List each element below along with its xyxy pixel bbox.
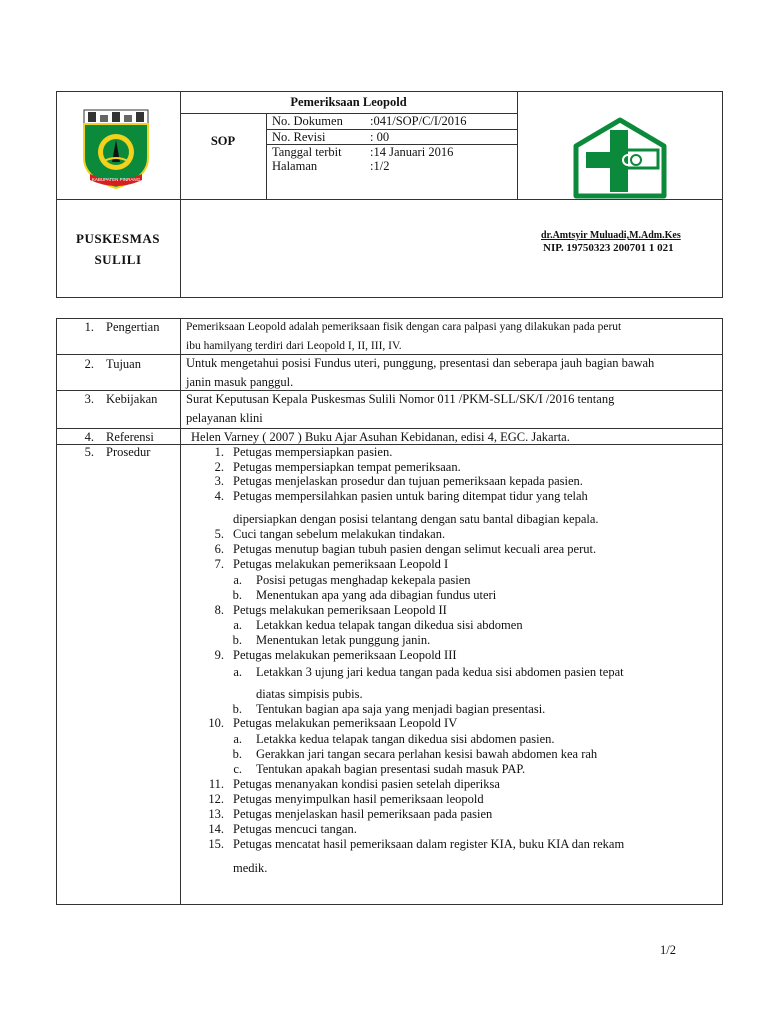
section-title-kebijakan: Kebijakan	[106, 392, 158, 406]
procedure-step: Petugas mempersilahkan pasien untuk baring ditempat tidur yang telah	[233, 489, 588, 503]
meta-label-issue-date: Tanggal terbit	[272, 145, 342, 159]
procedure-number: 4.	[214, 489, 224, 503]
procedure-number: 6.	[214, 542, 224, 556]
section-number-4: 4.	[84, 430, 94, 444]
section-number-3: 3.	[84, 392, 94, 406]
procedure-sub-step-continued: diatas simpisis pubis.	[256, 687, 363, 701]
section-number-2: 2.	[84, 357, 94, 371]
procedure-number: 3.	[214, 474, 224, 488]
procedure-sub-letter: a.	[233, 573, 242, 587]
procedure-sub-step: Letakkan kedua telapak tangan dikedua sisi abdomen	[256, 618, 523, 632]
signatory-nip: NIP. 19750323 200701 1 021	[543, 242, 674, 254]
procedure-number: 15.	[208, 837, 224, 851]
procedure-sub-letter: b.	[232, 633, 242, 647]
meta-value-doc-number: :041/SOP/C/I/2016	[370, 114, 467, 128]
procedure-number: 8.	[214, 603, 224, 617]
pengertian-line-2: ibu hamilyang terdiri dari Leopold I, II, III, IV.	[186, 340, 402, 352]
meta-value-issue-date: :14 Januari 2016	[370, 145, 454, 159]
signatory-name: dr.Amtsyir Muluadi,M.Adm.Kes	[541, 230, 681, 241]
procedure-number: 13.	[208, 807, 224, 821]
procedure-sub-step: Menentukan apa yang ada dibagian fundus uteri	[256, 588, 497, 602]
section-title-tujuan: Tujuan	[106, 357, 141, 371]
procedure-sub-letter: a.	[233, 618, 242, 632]
procedure-step: Petugas menjelaskan hasil pemeriksaan pada pasien	[233, 807, 493, 821]
procedure-step: Petugas menyimpulkan hasil pemeriksaan leopold	[233, 792, 484, 806]
procedure-sub-step: Letakkan 3 ujung jari kedua tangan pada kedua sisi abdomen pasien tepat	[256, 665, 624, 679]
meta-label-doc-number: No. Dokumen	[272, 114, 343, 128]
procedure-sub-step: Tentukan apakah bagian presentasi sudah masuk PAP.	[256, 762, 526, 776]
org-name-line2: SULILI	[94, 252, 142, 267]
meta-label-page: Halaman	[272, 159, 318, 173]
document-title: Pemeriksaan Leopold	[290, 95, 407, 109]
page-number: 1/2	[660, 943, 676, 957]
kebijakan-line-1: Surat Keputusan Kepala Puskesmas Sulili Nomor 011 /PKM-SLL/SK/I /2016 tentang	[186, 392, 615, 406]
procedure-number: 10.	[208, 716, 224, 730]
section-number-1: 1.	[84, 320, 94, 334]
org-name-line1: PUSKESMAS	[76, 231, 160, 246]
procedure-step: Petugas menjelaskan prosedur dan tujuan pemeriksaan kepada pasien.	[233, 474, 583, 488]
section-title-prosedur: Prosedur	[106, 445, 151, 459]
procedure-sub-step: Menentukan letak punggung janin.	[256, 633, 431, 647]
procedure-number: 1.	[214, 445, 224, 459]
procedure-step: Petugas mencatat hasil pemeriksaan dalam register KIA, buku KIA dan rekam	[233, 837, 625, 851]
procedure-sub-step: Gerakkan jari tangan secara perlahan kesisi bawah abdomen kea rah	[256, 747, 598, 761]
meta-value-page: :1/2	[370, 159, 390, 173]
procedure-number: 14.	[208, 822, 224, 836]
procedure-step: Petugas mempersiapkan pasien.	[233, 445, 393, 459]
puskesmas-logo	[570, 112, 670, 202]
tujuan-line-2: janin masuk panggul.	[186, 375, 294, 389]
kebijakan-line-2: pelayanan klini	[186, 411, 263, 425]
meta-label-revision: No. Revisi	[272, 130, 326, 144]
procedure-sub-letter: a.	[233, 732, 242, 746]
procedure-step: Cuci tangan sebelum melakukan tindakan.	[233, 527, 446, 541]
section-title-pengertian: Pengertian	[106, 320, 160, 334]
procedure-step: Petugas mempersiapkan tempat pemeriksaan.	[233, 460, 461, 474]
procedure-number: 2.	[214, 460, 224, 474]
section-number-5: 5.	[84, 445, 94, 459]
procedure-sub-letter: a.	[233, 665, 242, 679]
procedure-sub-letter: c.	[233, 762, 242, 776]
logo-ribbon-text: KABUPATEN PINRANG	[91, 177, 141, 182]
procedure-step: Petugas menutup bagian tubuh pasien dengan selimut kecuali area perut.	[233, 542, 597, 556]
procedure-step: Petugas melakukan pemeriksaan Leopold III	[233, 648, 457, 662]
procedure-number: 12.	[208, 792, 224, 806]
procedure-step: Petugas melakukan pemeriksaan Leopold IV	[233, 716, 458, 730]
procedure-sub-letter: b.	[232, 588, 242, 602]
meta-value-revision: : 00	[370, 130, 390, 144]
section-title-referensi: Referensi	[106, 430, 154, 444]
referensi-line-1: Helen Varney ( 2007 ) Buku Ajar Asuhan Kebidanan, edisi 4, EGC. Jakarta.	[191, 430, 570, 444]
procedure-sub-step: Tentukan bagian apa saja yang menjadi bagian presentasi.	[256, 702, 546, 716]
procedure-step: Petugs melakukan pemeriksaan Leopold II	[233, 603, 447, 617]
procedure-number: 11.	[208, 777, 224, 791]
procedure-sub-letter: b.	[232, 747, 242, 761]
procedure-sub-letter: b.	[232, 702, 242, 716]
procedure-step-continued: dipersiapkan dengan posisi telantang dengan satu bantal dibagian kepala.	[233, 512, 599, 526]
sop-label: SOP	[210, 134, 236, 148]
procedure-step-continued: medik.	[233, 861, 268, 875]
procedure-number: 7.	[214, 557, 224, 571]
procedure-number: 5.	[214, 527, 224, 541]
district-logo	[80, 106, 152, 192]
procedure-step: Petugas menanyakan kondisi pasien setelah diperiksa	[233, 777, 500, 791]
procedure-step: Petugas mencuci tangan.	[233, 822, 357, 836]
pengertian-line-1: Pemeriksaan Leopold adalah pemeriksaan fisik dengan cara palpasi yang dilakukan pada perut	[186, 321, 622, 333]
procedure-sub-step: Letakka kedua telapak tangan dikedua sisi abdomen pasien.	[256, 732, 555, 746]
tujuan-line-1: Untuk mengetahui posisi Fundus uteri, punggung, presentasi dan seberapa jauh bagian bawah	[186, 356, 655, 370]
procedure-sub-step: Posisi petugas menghadap kekepala pasien	[256, 573, 471, 587]
procedure-number: 9.	[214, 648, 224, 662]
procedure-step: Petugas melakukan pemeriksaan Leopold I	[233, 557, 449, 571]
